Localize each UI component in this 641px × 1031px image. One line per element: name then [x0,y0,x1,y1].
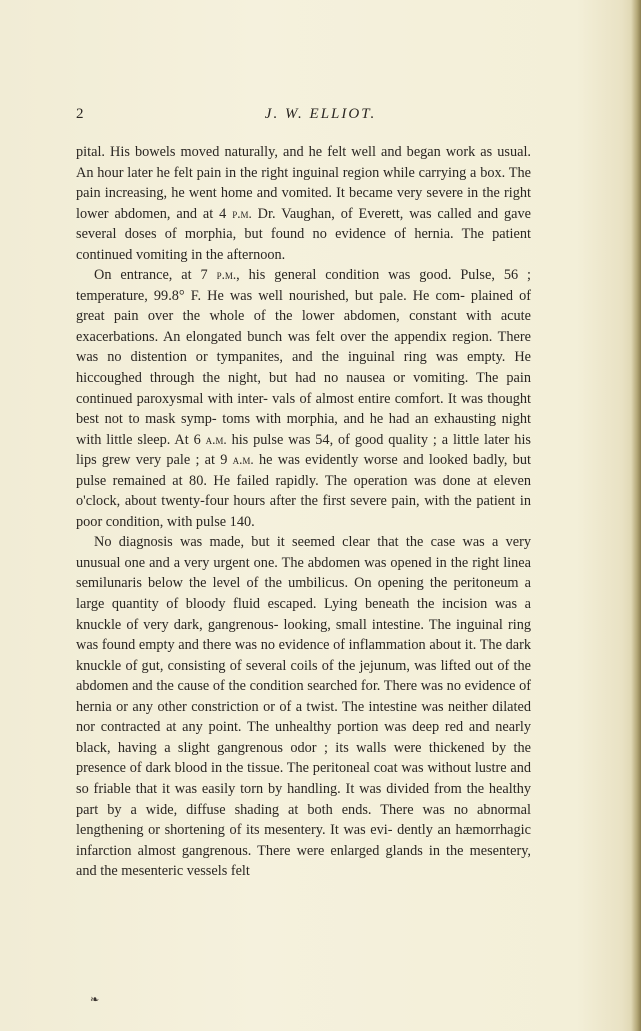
printer-mark-icon: ❧ [90,994,100,1006]
running-head: J. W. ELLIOT. [264,106,377,122]
page-header [0,106,641,130]
paragraph-continued: pital. His bowels moved naturally, and he felt well and began work as usual. An hour later he felt pain in the right inguinal region while carrying a box. The pain increasing, he went home and vomited. It became very severe in the right lower abdomen, and at 4 p.m. Dr. Vaughan, of Everett, was called and gave several doses of morphia, but found no evidence of hernia. The patient continued vomiting in the afternoon. [76,144,532,263]
page-edge-shadow [631,0,641,1031]
paragraph-operation: No diagnosis was made, but it seemed clear that the case was a very unusual one and a very urgent one. The abdomen was opened in the right linea semilunaris below the level of the umbilicus. On opening the peritoneum a large quantity of bloody fluid escaped. Lying beneath the incision was a knuckle of very dark, gangrenous- looking, small intestine. The inguinal ring was found empty and there was no evidence of inflammation about it. The dark knuckle of gut, consisting of several coils of the jejunum, was lifted out of the abdomen and the cause of the condition searched for. There was no evidence of hernia or any other constriction or of a twist. The intestine was neither dilated nor contracted at any point. The unhealthy portion was deep red and nearly black, having a slight gangrenous odor ; its walls were thickened by the presence of dark blood in the tissue. The peritoneal coat was without lustre and so friable that it was easily torn by handling. It was divided from the healthy part by a wide, diffuse shading at both ends. There was no abnormal lengthening or shortening of its mesentery. It was evi- dently an hæmorrhagic infarction almost gangrenous. There were enlarged glands in the mesentery, and the mesenteric vessels felt [76,534,531,880]
time-abbreviation: a.m. [205,431,227,447]
time-abbreviation: p.m. [232,205,252,221]
body-text [76,142,531,882]
page-number: 2 [76,106,84,122]
time-abbreviation: p.m. [216,267,237,283]
paragraph-entrance: On entrance, at 7 p.m., his general condition was good. Pulse, 56 ; temperature, 99.8° F. He was well nourished, but pale. He com- plained of great pain over the whole of the lower abdomen, constant with acute exacerbations. An elongated bunch was felt over the appendix region. There was no distention or tympanites, and the inguinal ring was empty. He hiccoughed through the night, but had no nausea or vomiting. The pain continued paroxysmal with inter- vals of almost entire comfort. It was thought best not to mask symp- toms with morphia, and he had an exhausting night with little sleep. At 6 a.m. his pulse was 54, of good quality ; a little later his lips grew very pale ; at 9 a.m. he was evidently worse and looked badly, but pulse remained at 80. He failed rapidly. The operation was done at eleven o'clock, about twenty-four hours after the first severe pain, with the patient in poor condition, with pulse 140. [76,267,531,530]
time-abbreviation: a.m. [232,452,254,468]
